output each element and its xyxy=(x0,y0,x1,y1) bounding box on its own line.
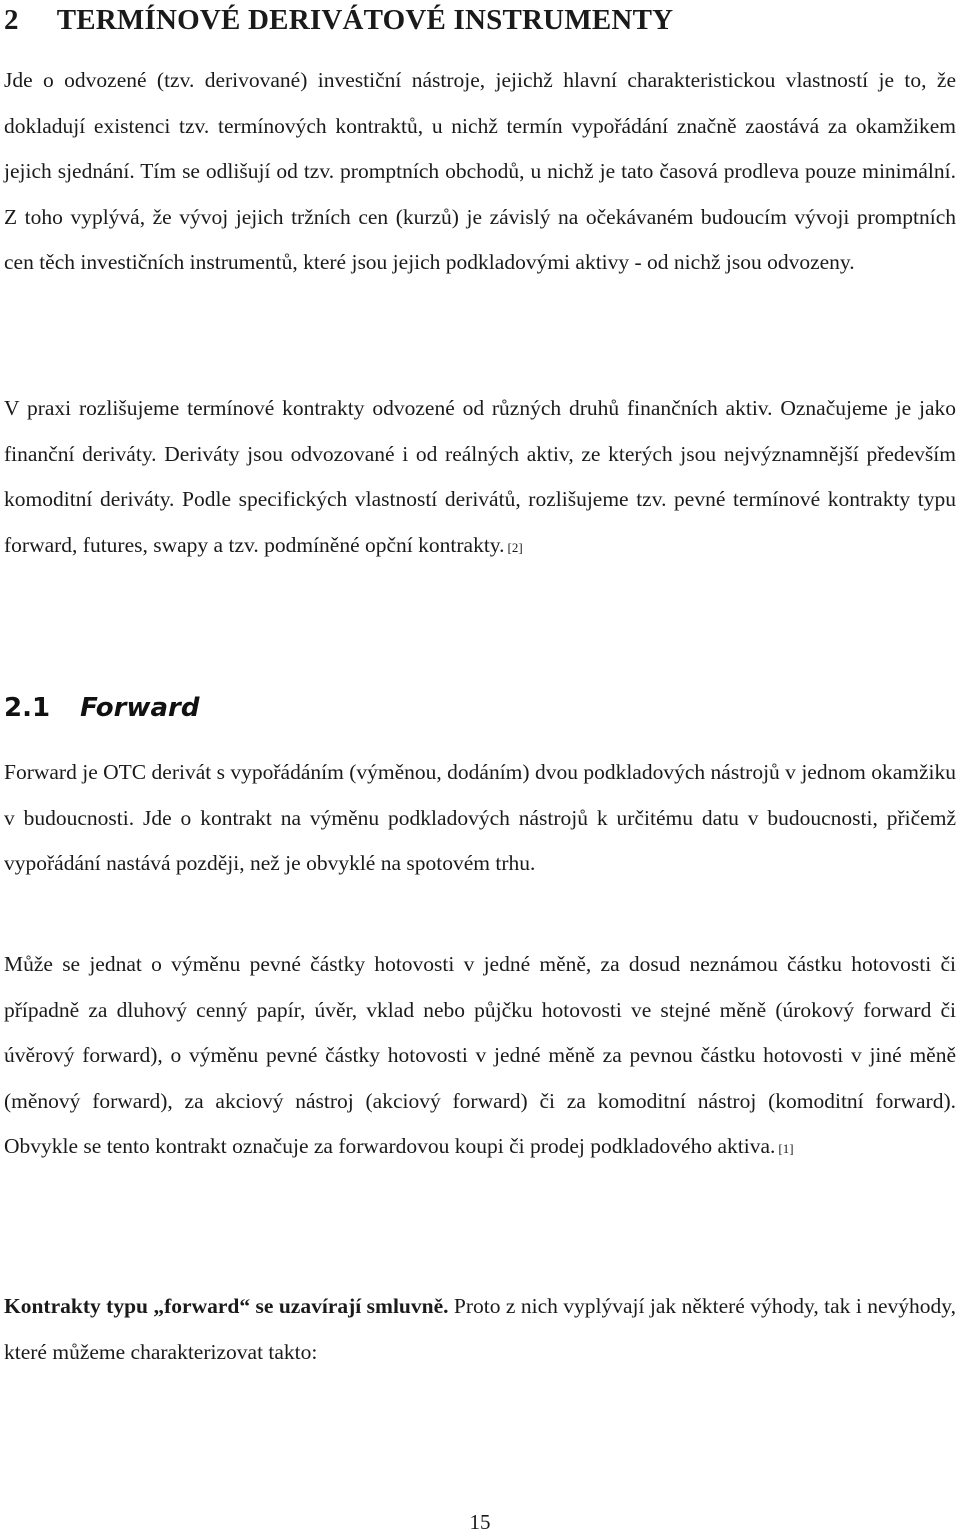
paragraph-forward-contracts-bold: Kontrakty typu „forward“ se uzavírají smluvně. xyxy=(4,1294,449,1318)
page-number: 15 xyxy=(469,1510,491,1534)
paragraph-forward-types xyxy=(4,942,956,1172)
section-title: Forward xyxy=(80,693,200,723)
paragraph-derivatives xyxy=(4,386,956,570)
paragraph-derivatives-text: V praxi rozlišujeme termínové kontrakty odvozené od různých druhů finančních aktiv. Označujeme je jako finanční deriváty. Deriváty jsou odvozované i od reálných aktiv, ze kterých jsou nejvýznamnější především komoditní deriváty. Podle specifických vlastností derivátů, rozlišujeme tzv. pevné termínové kontrakty typu forward, futures, swapy a tzv. podmíněné opční kontrakty. xyxy=(4,396,956,557)
paragraph-forward-contracts xyxy=(4,1284,956,1375)
paragraph-intro-text: Jde o odvozené (tzv. derivované) investiční nástroje, jejichž hlavní charakteristickou vlastností je to, že dokladují existenci tzv. termínových kontraktů, u nichž termín vypořádání značně zaostává za okamžikem jejich sjednání. Tím se odlišují od tzv. promptních obchodů, u nichž je tato časová prodleva pouze minimální. Z toho vyplývá, že vývoj jejich tržních cen (kurzů) je závislý na očekávaném budoucím vývoji promptních cen těch investičních instrumentů, které jsou jejich podkladovými aktivy - od nichž jsou odvozeny. xyxy=(4,68,956,274)
paragraph-forward-types-text: Může se jednat o výměnu pevné částky hotovosti v jedné měně, za dosud neznámou částku hotovosti či případně za dluhový cenný papír, úvěr, vklad nebo půjčku hotovosti ve stejné měně (úrokový forward či úvěrový forward), o výměnu pevné částky hotovosti v jedné měně za pevnou částku hotovosti v jiné měně (měnový forward), za akciový nástroj (akciový forward) či za komoditní nástroj (komoditní forward). Obvykle se tento kontrakt označuje za forwardovou koupi či prodej podkladového aktiva. xyxy=(4,952,956,1158)
chapter-title: TERMÍNOVÉ DERIVÁTOVÉ INSTRUMENTY xyxy=(56,4,674,36)
paragraph-forward-definition xyxy=(4,750,956,887)
citation-1: [1] xyxy=(778,1141,794,1156)
citation-2: [2] xyxy=(507,539,523,555)
paragraph-intro xyxy=(4,58,956,286)
section-number: 2.1 xyxy=(4,693,51,723)
paragraph-forward-definition-text: Forward je OTC derivát s vypořádáním (výměnou, dodáním) dvou podkladových nástrojů v jednom okamžiku v budoucnosti. Jde o kontrakt na výměnu podkladových nástrojů k určitému datu v budoucnosti, přičemž vypořádání nastává později, než je obvyklé na spotovém trhu. xyxy=(4,760,956,875)
chapter-number: 2 xyxy=(4,4,19,36)
section-heading xyxy=(4,688,200,728)
chapter-heading xyxy=(4,0,673,40)
paragraph-forward-contracts-text: Proto z nich vyplývají jak některé výhody, tak i nevýhody, které můžeme charakterizovat takto: xyxy=(4,1294,956,1364)
